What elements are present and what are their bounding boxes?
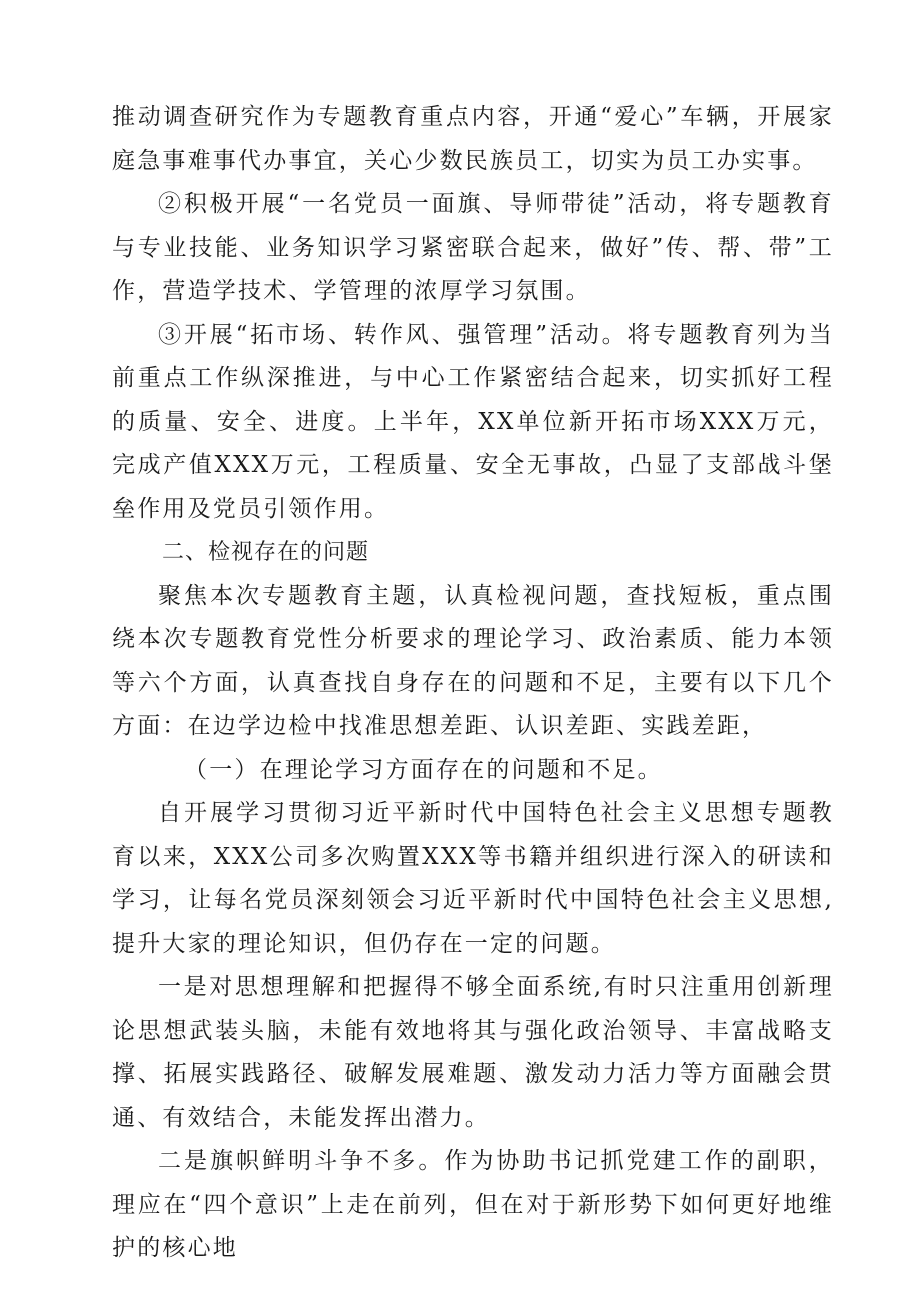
subsection-heading: （一）在理论学习方面存在的问题和不足。 [184,756,663,783]
paragraph-continued: 推动调查研究作为专题教育重点内容，开通“爱心”车辆，开展家庭急事难事代办事宜，关心少数民族员工，切实为员工办实事。 [112,104,834,174]
paragraph-item-3: ③开展“拓市场、转作风、强管理”活动。将专题教育列为当前重点工作纵深推进，与中心工作紧密结合起来，切实抓好工程的质量、安全、进度。上半年，XX单位新开拓市场XXX万元，完成产值XXX万元，工程质量、安全无事故，凸显了支部战斗堡垒作用及党员引领作用。 [112,321,834,522]
paragraph-theory: 自开展学习贯彻习近平新时代中国特色社会主义思想专题教育以来，XXX公司多次购置XXX等书籍并组织进行深入的研读和学习，让每名党员深刻领会习近平新时代中国特色社会主义思想,提升大家的理论知识，但仍存在一定的问题。 [112,800,834,957]
paragraph-point-two: 二是旗帜鲜明斗争不多。作为协助书记抓党建工作的副职，理应在“四个意识”上走在前列，但在对于新形势下如何更好地维护的核心地 [112,1148,834,1261]
paragraph-point-one: 一是对思想理解和把握得不够全面系统,有时只注重用创新理论思想武装头脑，未能有效地将其与强化政治领导、丰富战略支撑、拓展实践路径、破解发展难题、激发动力活力等方面融会贯通、有效结合，未能发挥出潜力。 [112,974,834,1131]
paragraph-intro: 聚焦本次专题教育主题，认真检视问题，查找短板，重点围绕本次专题教育党性分析要求的理论学习、政治素质、能力本领等六个方面，认真查找自身存在的问题和不足，主要有以下几个方面：在边学边检中找准思想差距、认识差距、实践差距， [112,582,834,739]
section-heading: 二、检视存在的问题 [162,540,370,565]
paragraph-item-2: ②积极开展“一名党员一面旗、导师带徒”活动，将专题教育与专业技能、业务知识学习紧密联合起来，做好”传、帮、带”工作，营造学技术、学管理的浓厚学习氛围。 [112,191,834,304]
document-body [112,96,834,1271]
